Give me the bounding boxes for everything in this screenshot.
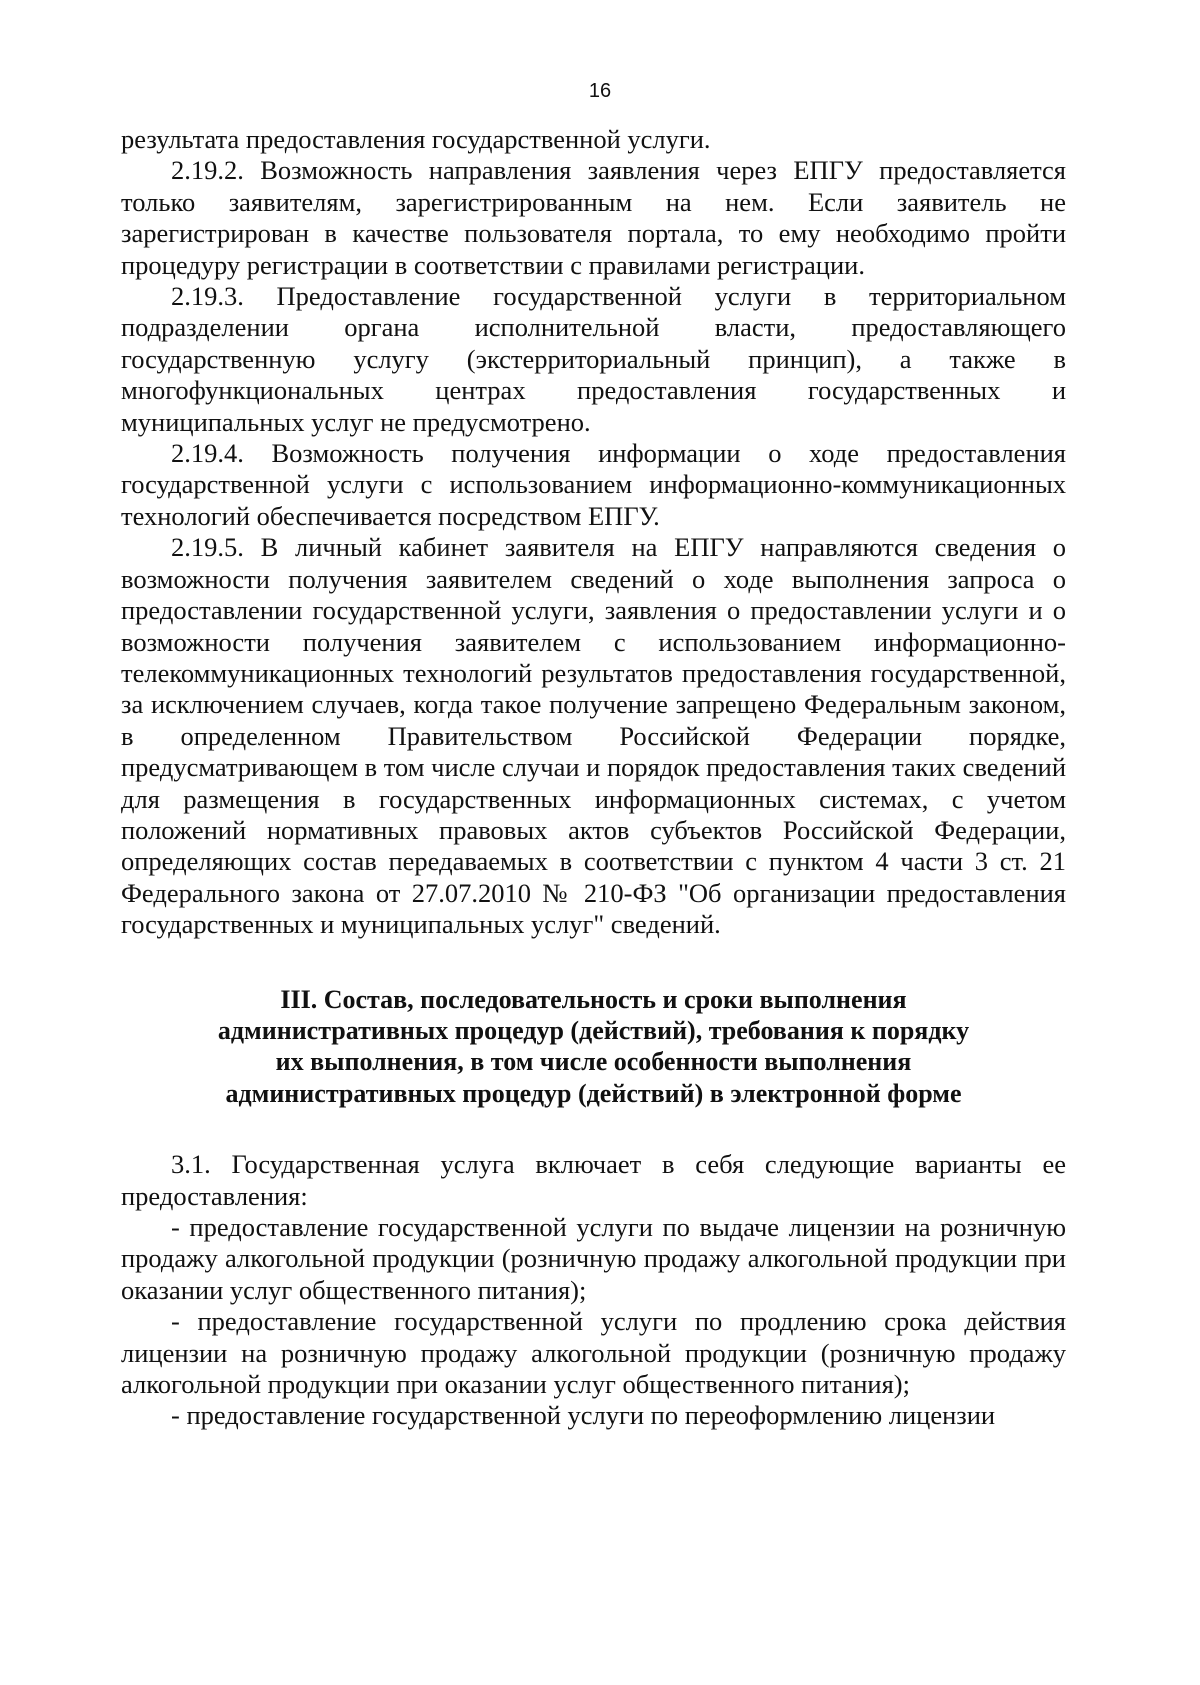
paragraph-3-1: 3.1. Государственная услуга включает в себя следующие варианты ее предоставления: <box>121 1149 1066 1211</box>
paragraph-2-19-4: 2.19.4. Возможность получения информации о ходе предоставления государственной услуги с использованием информационно-коммуникационных технологий обеспечивается посредством ЕПГУ. <box>121 438 1066 531</box>
list-item: - предоставление государственной услуги по переоформлению лицензии <box>171 1400 996 1431</box>
list-item: - предоставление государственной услуги по продлению срока действия лицензии на розничную продажу алкогольной продукции (розничную продажу алкогольной продукции при оказании услуг общественного питания); <box>121 1306 1066 1400</box>
paragraph-2-19-2: 2.19.2. Возможность направления заявления через ЕПГУ предоставляется только заявителям, зарегистрированным на нем. Если заявитель не зарегистрирован в качестве пользователя портала, то ему необходимо пройти процедуру регистрации в соответствии с правилами регистрации. <box>121 155 1066 280</box>
section-title-line: III. Состав, последовательность и сроки выполнения <box>280 984 907 1014</box>
section-title <box>121 984 1066 1110</box>
page-number: 16 <box>588 80 612 102</box>
section-title-line: административных процедур (действий), требования к порядку <box>217 1015 970 1045</box>
document-body <box>121 124 1066 1432</box>
section-title-line: административных процедур (действий) в электронной форме <box>225 1078 962 1108</box>
paragraph-2-19-3: 2.19.3. Предоставление государственной услуги в территориальном подразделении органа исполнительной власти, предоставляющего государственную услугу (экстерриториальный принцип), а также в многофункциональных центрах предоставления государственных и муниципальных услуг не предусмотрено. <box>121 281 1066 437</box>
paragraph-2-19-5: 2.19.5. В личный кабинет заявителя на ЕПГУ направляются сведения о возможности получения заявителем сведений о ходе выполнения запроса о предоставлении государственной услуги, заявления о предоставлении услуги и о возможности получения заявителем с использованием информационно-телекоммуникационных технологий результатов предоставления государственной, за исключением случаев, когда такое получение запрещено Федеральным законом, в определенном Правительством Российской Федерации порядке, предусматривающем в том числе случаи и порядок предоставления таких сведений для размещения в государственных информационных системах, с учетом положений нормативных правовых актов субъектов Российской Федерации, определяющих состав передаваемых в соответствии с пунктом 4 части 3 ст. 21 Федерального закона от 27.07.2010 № 210-ФЗ "Об организации предоставления государственных и муниципальных услуг" сведений. <box>121 532 1066 940</box>
section-title-line: их выполнения, в том числе особенности выполнения <box>275 1047 912 1077</box>
paragraph: результата предоставления государственной услуги. <box>121 124 711 154</box>
list-item: - предоставление государственной услуги по выдаче лицензии на розничную продажу алкогольной продукции (розничную продажу алкогольной продукции при оказании услуг общественного питания); <box>121 1212 1066 1305</box>
